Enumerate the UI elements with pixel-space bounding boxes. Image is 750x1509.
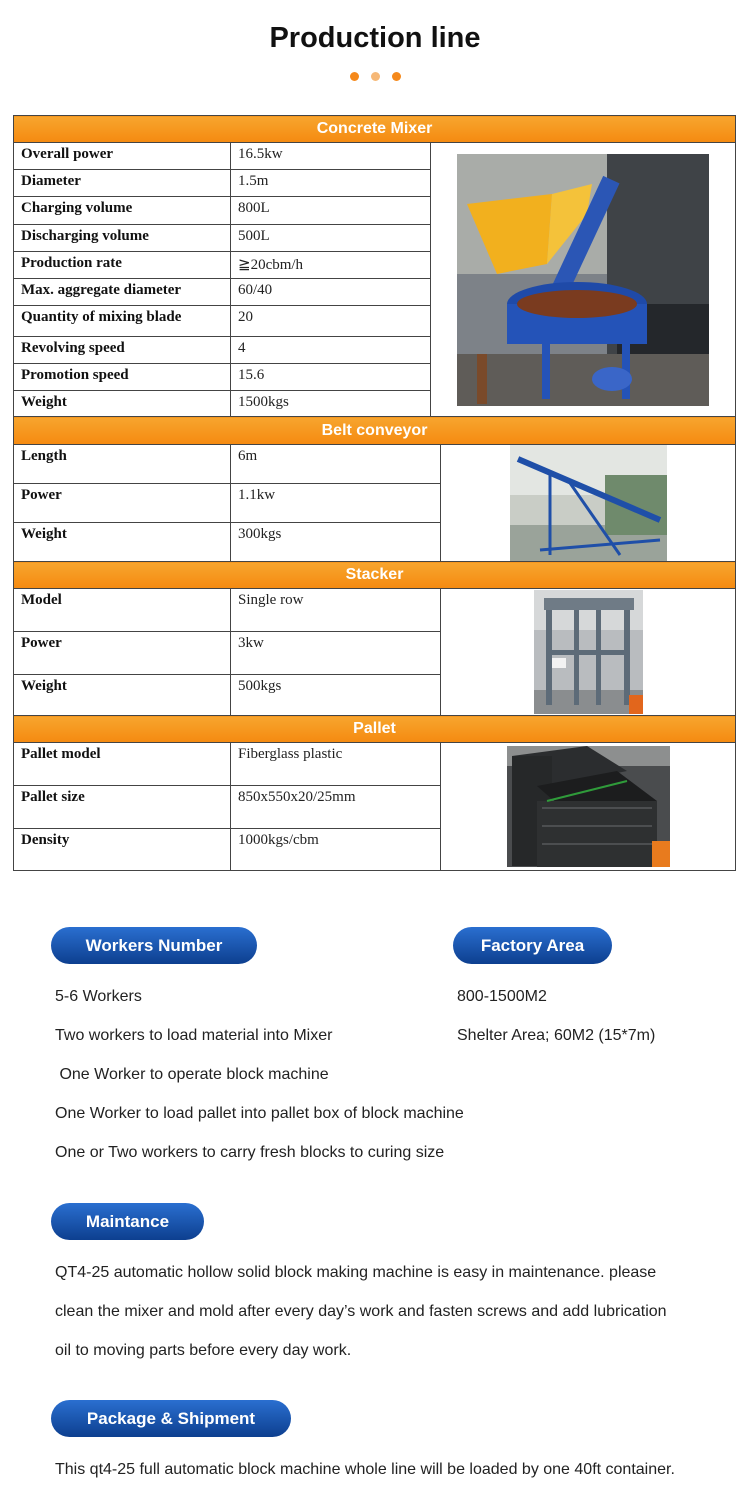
belt-label-0: Length (14, 445, 231, 484)
stacker-value-0: Single row (231, 589, 441, 632)
workers-line-4: One or Two workers to carry fresh blocks to curing size (55, 1144, 445, 1161)
maintain-line-2: oil to moving parts before every day work. (55, 1342, 352, 1359)
mixer-value-4: ≧20cbm/h (231, 252, 431, 279)
maintance-badge: Maintance (51, 1203, 204, 1240)
maintain-line-0: QT4-25 automatic hollow solid block making machine is easy in maintenance. please (55, 1264, 657, 1281)
belt-value-1: 1.1kw (231, 484, 441, 522)
page-title: Production line (269, 22, 481, 54)
pallet-label-2: Density (14, 829, 231, 871)
stacker-label-1: Power (14, 632, 231, 675)
pallet-value-0: Fiberglass plastic (231, 743, 441, 786)
stacker-label-0: Model (14, 589, 231, 632)
workers-number-badge: Workers Number (51, 927, 257, 964)
dot-3 (392, 72, 401, 81)
factory-area-badge: Factory Area (453, 927, 612, 964)
mixer-photo (457, 154, 709, 406)
belt-label-1: Power (14, 484, 231, 522)
pallet-header: Pallet (14, 716, 736, 743)
mixer-value-8: 15.6 (231, 364, 431, 391)
factory-line-1: Shelter Area; 60M2 (15*7m) (457, 1027, 656, 1044)
stacker-photo (534, 590, 643, 714)
maintain-line-1: clean the mixer and mold after every day’s work and fasten screws and add lubrication (55, 1303, 667, 1320)
mixer-label-8: Promotion speed (14, 364, 231, 391)
belt-header: Belt conveyor (14, 417, 736, 445)
stacker-photo-cell (441, 589, 736, 716)
package-text: This qt4-25 full automatic block machine whole line will be loaded by one 40ft container. (55, 1461, 675, 1478)
belt-label-2: Weight (14, 522, 231, 561)
pallet-photo-cell (441, 743, 736, 871)
workers-line-2: One Worker to operate block machine (55, 1066, 329, 1083)
pallet-photo (507, 746, 670, 867)
stacker-label-2: Weight (14, 675, 231, 716)
mixer-value-1: 1.5m (231, 170, 431, 197)
mixer-label-0: Overall power (14, 143, 231, 170)
mixer-label-3: Discharging volume (14, 225, 231, 252)
mixer-value-6: 20 (231, 306, 431, 337)
mixer-value-2: 800L (231, 197, 431, 225)
pallet-label-1: Pallet size (14, 786, 231, 829)
title-dots (0, 72, 750, 81)
mixer-value-9: 1500kgs (231, 391, 431, 417)
belt-value-0: 6m (231, 445, 441, 484)
mixer-photo-cell (431, 143, 736, 417)
mixer-label-4: Production rate (14, 252, 231, 279)
stacker-header: Stacker (14, 562, 736, 589)
mixer-value-7: 4 (231, 337, 431, 364)
dot-2 (371, 72, 380, 81)
workers-line-1: Two workers to load material into Mixer (55, 1027, 333, 1044)
mixer-label-5: Max. aggregate diameter (14, 279, 231, 306)
belt-photo-cell (441, 445, 736, 562)
mixer-label-9: Weight (14, 391, 231, 417)
mixer-header: Concrete Mixer (14, 116, 736, 143)
package-shipment-badge: Package & Shipment (51, 1400, 291, 1437)
pallet-value-1: 850x550x20/25mm (231, 786, 441, 829)
workers-line-3: One Worker to load pallet into pallet box of block machine (55, 1105, 464, 1122)
mixer-value-5: 60/40 (231, 279, 431, 306)
pallet-label-0: Pallet model (14, 743, 231, 786)
mixer-label-6: Quantity of mixing blade (14, 306, 231, 337)
stacker-value-1: 3kw (231, 632, 441, 675)
pallet-value-2: 1000kgs/cbm (231, 829, 441, 871)
mixer-value-0: 16.5kw (231, 143, 431, 170)
mixer-label-1: Diameter (14, 170, 231, 197)
stacker-value-2: 500kgs (231, 675, 441, 716)
workers-line-0: 5-6 Workers (55, 988, 142, 1005)
belt-value-2: 300kgs (231, 522, 441, 561)
mixer-label-2: Charging volume (14, 197, 231, 225)
dot-1 (350, 72, 359, 81)
factory-line-0: 800-1500M2 (457, 988, 547, 1005)
spec-table (13, 115, 736, 871)
belt-photo (510, 445, 667, 561)
mixer-label-7: Revolving speed (14, 337, 231, 364)
mixer-value-3: 500L (231, 225, 431, 252)
